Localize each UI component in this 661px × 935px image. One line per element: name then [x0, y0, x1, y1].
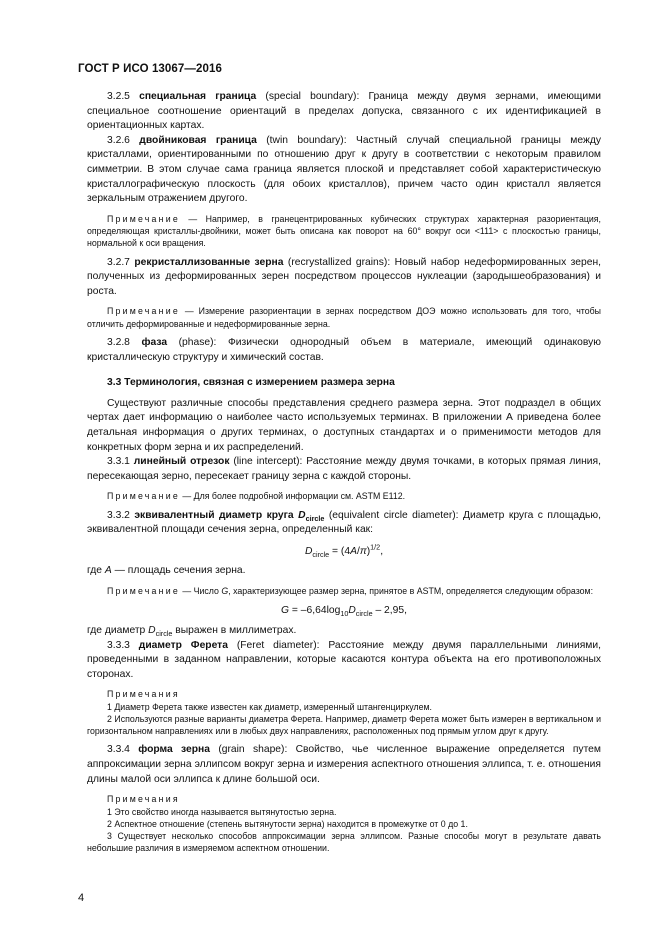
note-3-2-6: Примечание — Например, в гранецентрированных кубических структурах характерная разориентация, определяющая кристаллы-двойники, может быть описана как поворот на 60° вокруг оси <111> с плоскостью границы, нормальной к оси вращения. [87, 213, 601, 249]
note-3-3-1: Примечание — Для более подробной информации см. ASTM E112. [107, 491, 406, 502]
document-header: ГОСТ Р ИСО 13067—2016 [78, 63, 223, 75]
term-title: форма зерна [138, 744, 211, 756]
term-3-3-4: 3.3.4 форма зерна (grain shape): Свойство, чье численное выражение определяется путем аппроксимации зерна эллипсом вокруг зерна и измерения аспектного отношения эллипса, т. е. отношения длины малой оси эллипса к длине большой оси. [87, 744, 601, 785]
note-item: 2 Используются разные варианты диаметра Ферета. Например, диаметр Ферета может быть измерен в вертикальном и горизонтальном направлениях или в любых двух направлениях, расположенных под прямым углом друг к другу. [87, 713, 601, 737]
notes-3-3-3-label: Примечания [107, 689, 180, 700]
formula-where-2: где диаметр $D_{circle}$ выражен в миллиметрах. [87, 624, 297, 638]
note-item: 1 Это свойство иногда называется вытянутостью зерна. [107, 806, 337, 817]
term-title: линейный отрезок [133, 456, 230, 468]
formula-where-1: где A — площадь сечения зерна. [87, 565, 246, 577]
term-title: двойниковая граница [139, 134, 257, 146]
term-3-3-2: 3.3.2 эквивалентный диаметр круга $D_{circle}$ (equivalent circle diameter): Диаметр круга с площадью, эквивалентной площади сечения зерна, определенный как: [87, 509, 601, 536]
note-3-2-7: Примечание — Измерение разориентации в зернах посредством ДОЭ можно использовать для того, чтобы отличить деформированные и недеформированные зерна. [87, 306, 601, 329]
section-3-3-heading: 3.3 Терминология, связная с измерением размера зерна [107, 377, 395, 389]
term-3-2-7: 3.2.7 рекристаллизованные зерна (recrystallized grains): Новый набор недеформированных зерен, полученных из деформированных зерен посредством процессов нуклеации (зародышеобразования) и роста. [87, 256, 601, 297]
formula-equivalent-diameter: $D_{circle} = (4A/\pi)^{1/2}$, [304, 542, 384, 559]
term-3-3-3: 3.3.3 диаметр Ферета (Feret diameter): Расстояние между двумя параллельными линиями, проведенными в заданном направлении, которые касаются контура объекта на его противоположных сторонах. [87, 639, 601, 680]
term-title: рекристаллизованные зерна [134, 256, 284, 268]
note-item: 1 Диаметр Ферета также известен как диаметр, измеренный штангенциркулем. [107, 701, 432, 712]
section-3-3-intro: Существуют различные способы представления среднего размера зерна. Этот подраздел в общих чертах дает информацию о наиболее часто используемых терминах. В приложении А приведена более детальная информация о других терминах, о доступных стандартах и о применимости методов для конкретных форм зерна и их распределений. [87, 397, 601, 453]
term-title: диаметр Ферета [138, 639, 228, 651]
formula-astm-g: $G = -6,64\log_{10}D_{circle} - 2,95$, [281, 605, 407, 619]
note-3-3-2: Примечание — Число G, характеризующее размер зерна, принятое в ASTM, определяется следующим образом: [107, 586, 594, 597]
term-title: фаза [141, 337, 168, 349]
note-item: 2 Аспектное отношение (степень вытянутости зерна) находится в промежутке от 0 до 1. [107, 818, 468, 829]
term-title: эквивалентный диаметр круга $D_{circle}$ [134, 509, 325, 523]
term-3-2-5: 3.2.5 специальная граница (special boundary): Граница между двумя зернами, имеющими специальное соотношение ориентаций в пределах допуска, связанного с их идентификацией в ориентационных картах. [87, 91, 601, 132]
note-item: 3 Существует несколько способов аппроксимации зерна эллипсом. Разные способы могут в результате давать небольшие различия в измеряемом аспектном отношении. [87, 831, 601, 854]
term-title: специальная граница [139, 91, 257, 102]
term-3-2-8: 3.2.8 фаза (phase): Физически однородный объем в материале, имеющий одинаковую кристаллическую структуру и химический состав. [87, 337, 601, 363]
page-number: 4 [78, 892, 85, 904]
term-3-3-1: 3.3.1 линейный отрезок (line intercept): Расстояние между двумя точками, в которых прямая линия, пересекающая зерно, пересекает границу зерна с каждой стороны. [87, 456, 601, 482]
term-3-2-6: 3.2.6 двойниковая граница (twin boundary): Частный случай специальной границы между кристаллами, ориентированными по отношению друг к другу в соответствии с некоторым правилом симметрии. В этом случае сама граница является плоской и представляет собой характеристическую кристаллографическую плоскость (для обоих кристаллов), причем часто один кристалл является зеркальным отражением другого. [87, 134, 601, 205]
notes-3-3-4-label: Примечания [107, 794, 180, 805]
document-body [87, 90, 601, 855]
